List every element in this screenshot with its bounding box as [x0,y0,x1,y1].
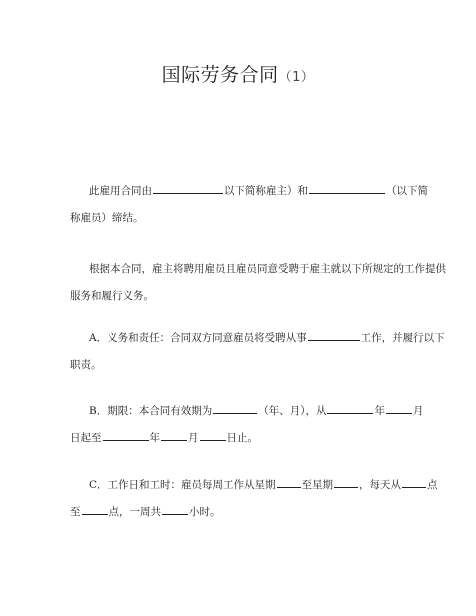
clause-c-text-2: 至星期 [301,479,334,491]
contract-duration-blank [213,402,257,414]
end-month-blank [161,429,187,441]
weekly-hours-blank [162,503,188,515]
clause-c-text-7: 小时。 [189,506,221,518]
clause-a-text-2: 工作，并履行以下 [360,332,445,344]
paragraph-intro [70,178,428,232]
employee-name-blank [309,182,385,194]
end-weekday-blank [334,476,358,488]
end-day-blank [200,429,226,441]
clause-c-text-4: 点 [427,479,438,491]
title-text: 国际劳务合同 [161,64,279,86]
clause-a-line-1 [70,325,445,352]
paragraph-basis [70,256,446,310]
basis-line-2: 服务和履行义务。 [70,290,154,302]
paragraph-clause-b [70,398,424,452]
paragraph-clause-c [70,472,438,526]
clause-b-text-2: （年、月），从 [258,405,327,417]
paragraph-clause-a [70,325,445,379]
clause-b-text-1: B．期限：本合同有效期为 [89,405,213,417]
intro-line-2: 称雇员）缔结。 [70,212,144,224]
clause-a-text-1: A．义务和责任：合同双方同意雇员将受聘从事 [89,332,307,344]
start-year-blank [327,402,373,414]
start-weekday-blank [277,476,301,488]
document-title [0,60,476,87]
employer-name-blank [153,182,223,194]
clause-c-text-5: 至 [70,506,81,518]
clause-b-line-1 [70,398,424,425]
start-month-blank [386,402,412,414]
end-year-blank [103,429,149,441]
clause-b-text-4: 月 [412,405,424,417]
intro-text-1: 此雇用合同由 [89,185,152,197]
intro-text-2: 以下简称雇主）和 [224,185,308,197]
job-title-blank [308,329,360,341]
clause-b-text-3: 年 [374,405,385,417]
clause-c-text-6: 点，一周共 [108,506,161,518]
clause-c-text-1: C．工作日和工时：雇员每周工作从星期 [89,479,276,491]
daily-start-hour-blank [402,476,426,488]
clause-a-line-2: 职责。 [70,359,102,371]
intro-text-3: （以下简 [386,185,428,197]
clause-b-text-8: 日止。 [226,432,258,444]
basis-line-1: 根据本合同，雇主将聘用雇员且雇员同意受聘于雇主就以下所规定的工作提供 [89,263,446,275]
daily-end-hour-blank [82,503,108,515]
clause-c-line-1 [70,472,438,499]
clause-c-text-3: ，每天从 [359,479,402,491]
title-number: （1） [278,70,315,85]
clause-b-text-6: 年 [149,432,160,444]
clause-b-line-2 [70,425,415,452]
intro-line-1 [70,178,428,205]
clause-c-line-2 [70,499,415,526]
clause-b-text-7: 月 [188,432,199,444]
clause-b-text-5: 日起至 [70,432,102,444]
